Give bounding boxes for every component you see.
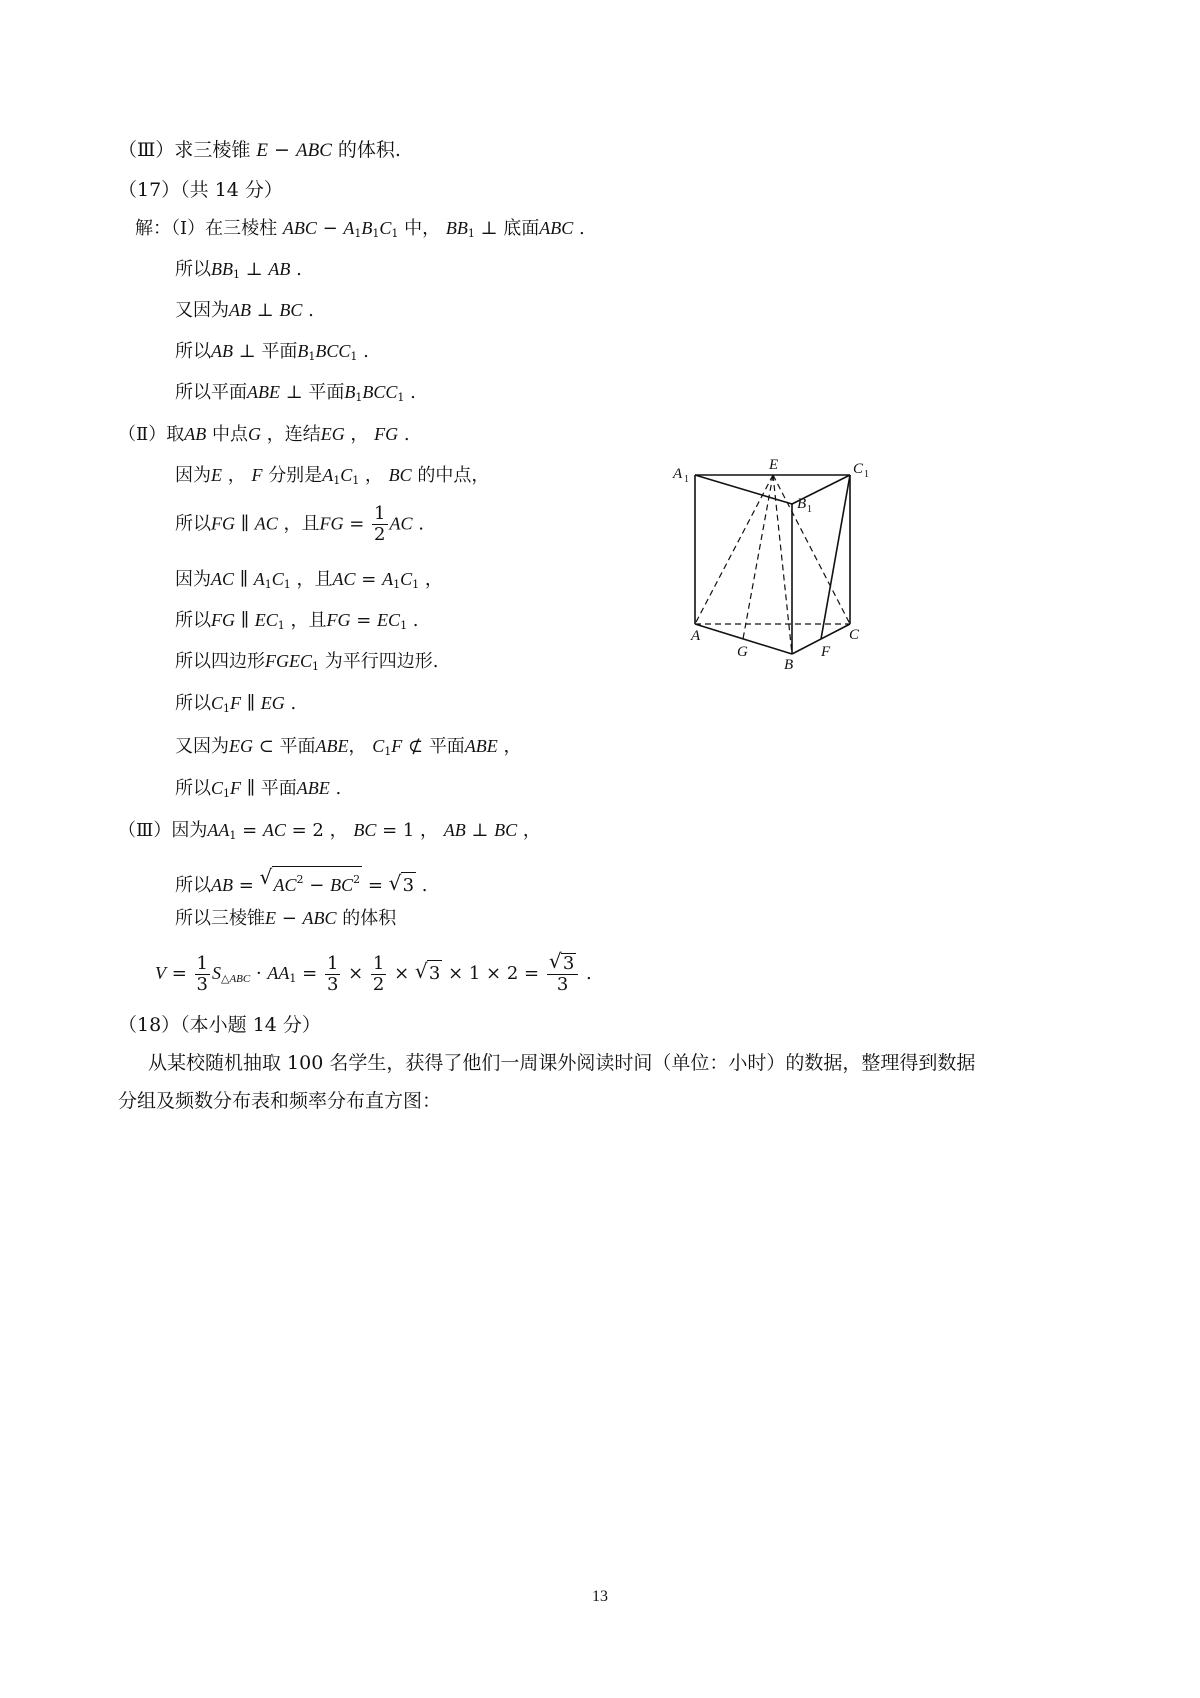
part3-prefix: （Ⅲ）因为 (118, 820, 208, 841)
label-a: A (691, 628, 701, 644)
so-plane-text: 所以平面 (175, 382, 247, 403)
step-plane-perp-plane: 所以平面ABE ⊥ 平面$B_1BCC_1$ . (175, 382, 416, 404)
plane-text: 平面 (308, 382, 345, 403)
sqrt-three: √ 3 (415, 960, 442, 987)
fraction-one-half: $\frac{1}{2}$ (372, 952, 385, 995)
so-text: 所以 (175, 259, 211, 280)
respectively-text: 分别是 (268, 465, 323, 486)
plane-text: 平面 (279, 736, 316, 757)
label-a1: A (673, 466, 683, 482)
label-g: G (737, 644, 748, 660)
problem-17-header: （17）（共 14 分） (118, 179, 283, 201)
step-bb1-perp-ab: 所以$BB_1$ ⊥ AB . (175, 259, 302, 281)
and-text: ，且 (290, 610, 327, 631)
edge-a1-b1 (695, 475, 792, 504)
label-c1-sub: 1 (864, 469, 869, 480)
volume-text: 的体积 (342, 908, 397, 929)
step-ab-perp-bc: 又因为AB ⊥ BC . (175, 300, 314, 321)
label-e: E (769, 457, 779, 473)
solution-part1-prefix: 解：（Ⅰ）在三棱柱 (135, 218, 278, 239)
sqrt-expression: √ $AC^2 - BC^2$ (260, 866, 363, 899)
solution-part1-line: 解：（Ⅰ）在三棱柱 ABC − $A_1B_1C_1$ 中， $BB_1$ ⊥ 底面ABC . (135, 218, 585, 240)
step-fg-parallel-ac: 所以FG ∥ AC ，且FG = $\frac{1}{2}$ AC . (175, 503, 424, 545)
fraction-one-third: $\frac{1}{3}$ (196, 952, 208, 995)
part2-mid2: ，连结 (266, 424, 321, 445)
prism-figure (673, 457, 935, 727)
solution-part3-line: （Ⅲ）因为$AA_1$ = AC = 2 ， BC = 1 ， AB ⊥ BC ， (118, 820, 541, 842)
label-f: F (821, 644, 831, 660)
and-text: ，且 (283, 513, 320, 535)
plane-text: 平面 (260, 778, 297, 799)
problem-18-text-cont: 分组及频数分布表和频率分布直方图： (118, 1090, 442, 1112)
label-a1-sub: 1 (684, 474, 689, 485)
fraction-one-half: $\frac{1}{2}$ (374, 503, 386, 545)
because-text: 因为 (175, 569, 211, 590)
part2-mid: 中点 (211, 424, 248, 445)
step-ac-parallel-a1c1: 因为AC ∥ $A_1C_1$ ，且AC = $A_1C_1$ ， (175, 569, 443, 591)
so-text: 所以 (175, 693, 211, 714)
midpoint-text: 的中点， (417, 465, 490, 486)
segment-e-c (773, 475, 850, 624)
step-eg-in-plane: 又因为EG ⊂ 平面ABE， $C_1F$ ⊄ 平面ABE ， (175, 736, 522, 758)
so-text: 所以 (175, 610, 211, 631)
solution-part1-mid: 中， (404, 218, 441, 239)
because-text: 因为 (175, 465, 211, 486)
quadrilateral-suffix: 为平行四边形. (324, 651, 439, 672)
step-ab-perp-plane: 所以AB ⊥ 平面$B_1BCC_1$ . (175, 341, 369, 363)
step-fg-parallel-ec1: 所以FG ∥ $EC_1$ ，且FG = $EC_1$ . (175, 610, 419, 632)
label-c1: C (853, 461, 864, 477)
solution-part2-line: （Ⅱ）取AB 中点G ，连结EG ， FG . (118, 424, 410, 445)
and-text: ，且 (296, 569, 333, 590)
plane-text: 平面 (428, 736, 465, 757)
label-c: C (849, 627, 860, 643)
quadrilateral-prefix: 所以四边形 (175, 651, 265, 672)
label-b: B (784, 657, 794, 673)
so-text: 所以 (175, 513, 211, 535)
part2-prefix: （Ⅱ）取 (118, 424, 185, 445)
also-because-text: 又因为 (175, 736, 229, 757)
so-text: 所以 (175, 778, 211, 799)
so-text: 所以 (175, 341, 211, 362)
label-b1-sub: 1 (807, 504, 812, 515)
step-parallelogram: 所以四边形$FGEC_1$ 为平行四边形. (175, 651, 439, 673)
so-text: 所以 (175, 875, 211, 896)
sqrt-three: √ 3 (389, 872, 416, 899)
pyramid-label: 所以三棱锥 (175, 908, 265, 929)
problem-18-header: （18）（本小题 14 分） (118, 1014, 321, 1036)
volume-formula: V = $\frac{1}{3}$ $S_{\triangle ABC} \cdot AA_1$ = $\frac{1}{3}$ × $\frac{1}{2}$ × √ 3 × 1 × 2 = √ $\frac{3}{3}$ . (155, 953, 592, 995)
fraction-one-third: $\frac{1}{3}$ (326, 952, 339, 995)
segment-c1-f (821, 475, 850, 639)
plane-text: 平面 (261, 341, 298, 362)
step-ab-length: 所以AB = √ $AC^2 - BC^2$ = √ 3 . (175, 866, 428, 899)
page-number: 13 (592, 1588, 608, 1605)
segment-e-g (743, 475, 773, 639)
solution-part1-mid2: 底面 (503, 218, 540, 239)
step-c1f-parallel-eg: 所以$C_1F$ ∥ EG . (175, 693, 297, 715)
part3-question-suffix: 的体积. (337, 139, 401, 161)
segment-e-a (695, 475, 773, 624)
also-because-text: 又因为 (175, 300, 229, 321)
step-c1f-parallel-plane: 所以$C_1F$ ∥ 平面ABE . (175, 778, 342, 800)
fraction-sqrt3-over-3: √ $\frac{3}{3}$ (547, 953, 578, 995)
part3-question-prefix: （Ⅲ）求三棱锥 (118, 139, 251, 161)
prism-diagram (673, 457, 935, 727)
step-volume-label: 所以三棱锥E − ABC 的体积 (175, 908, 397, 929)
part3-question: （Ⅲ）求三棱锥 E − ABC 的体积. (118, 139, 401, 161)
problem-18-text: 从某校随机抽取 100 名学生，获得了他们一周课外阅读时间（单位：小时）的数据，整理得到数据 (148, 1052, 976, 1074)
label-b1: B (797, 496, 807, 512)
step-midpoints: 因为E ， F 分别是$A_1C_1$ ， BC 的中点， (175, 465, 490, 487)
